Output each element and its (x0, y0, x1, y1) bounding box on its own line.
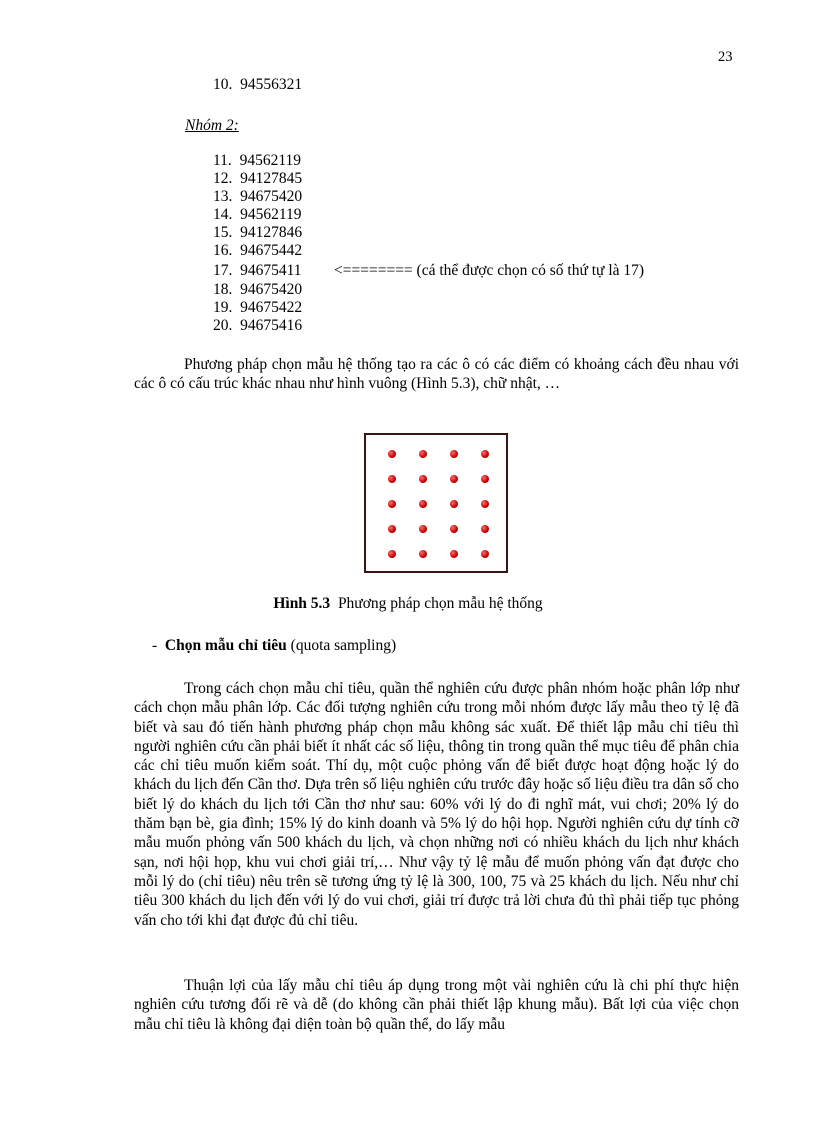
grid-dot (388, 500, 396, 508)
list-item: 10. 94556321 (213, 76, 303, 93)
grid-dot (388, 475, 396, 483)
paragraph-systematic: Phương pháp chọn mẫu hệ thống tạo ra các ô có các điểm có khoảng cách đều nhau với các ô có cấu trúc khác nhau như hình vuông (Hình 5.3), chữ nhật, … (134, 356, 739, 393)
grid-dot (388, 550, 396, 558)
caption-text: Phương pháp chọn mẫu hệ thống (337, 595, 543, 612)
list-item: 14. 94562119 (213, 206, 302, 223)
section-heading (152, 637, 396, 655)
grid-dot (481, 550, 489, 558)
list-item: 16. 94675442 (213, 242, 303, 259)
list-item: 12. 94127845 (213, 170, 303, 187)
list-item: 11. 94562119 (213, 152, 301, 169)
grid-dot (481, 450, 489, 458)
grid-dot (481, 500, 489, 508)
grid-dot (450, 525, 458, 533)
grid-dot (419, 550, 427, 558)
paragraph-quota-1: Trong cách chọn mẫu chỉ tiêu, quần thể nghiên cứu được phân nhóm hoặc phân lớp như cách chọn mẫu phân lớp. Các đối tượng nghiên cứu trong mỗi nhóm được lấy mẫu theo tỷ lệ đã biết và sau đó tiến hành phương pháp chọn mẫu không sác xuất. Để thiết lập mẫu chỉ tiêu thì người nghiên cứu cần phải biết ít nhất các số liệu, thông tin trong quần thể mục tiêu để phân chia các chỉ tiêu muốn kiểm soát. Thí dụ, một cuộc phỏng vấn để biết được hoạt động hoặc lý do khách du lịch đến Cần thơ. Dựa trên số liệu nghiên cứu trước đây hoặc số liệu điều tra dân số cho biết lý do khách du lịch tới Cần thơ như sau: 60% với lý do đi nghĩ mát, vui chơi; 20% lý do thăm bạn bè, gia đình; 15% lý do kinh doanh và 5% lý do hội họp. Người nghiên cứu dự tính cỡ mẫu muốn phỏng vấn 500 khách du lịch, và chọn những nơi có nhiều khách du lịch như khách sạn, nơi hội họp, khu vui chơi giải trí,… Như vậy tỷ lệ mẫu để muốn phỏng vấn đạt được cho mỗi lý do (chỉ tiêu) nêu trên sẽ tương ứng tỷ lệ là 300, 100, 75 và 25 khách du lịch. Nếu như chỉ tiêu 300 khách du lịch đến với lý do vui chơi, giải trí được trả lời chưa đủ thì phải tiếp tục phỏng vấn cho tới khi đạt được đủ chỉ tiêu. (134, 680, 739, 929)
grid-dot (450, 550, 458, 558)
grid-dot (419, 475, 427, 483)
selection-note: <======== (cá thể được chọn có số thứ tự là 17) (334, 262, 645, 279)
grid-dot (481, 525, 489, 533)
grid-dot (450, 450, 458, 458)
section-title: Chọn mẫu chỉ tiêu (164, 637, 287, 654)
grid-dot (419, 500, 427, 508)
grid-dot (481, 475, 489, 483)
list-item-selected: 17. 94675411 (213, 262, 302, 279)
figure-caption (0, 595, 816, 613)
systematic-grid-figure (364, 433, 508, 573)
section-subtitle: (quota sampling) (290, 637, 397, 654)
bullet: - (152, 637, 158, 654)
grid-dot (419, 450, 427, 458)
group-label: Nhóm 2: (185, 117, 239, 134)
list-item: 20. 94675416 (213, 317, 303, 334)
list-item: 18. 94675420 (213, 281, 303, 298)
list-item: 15. 94127846 (213, 224, 303, 241)
grid-dot (450, 500, 458, 508)
list-item: 19. 94675422 (213, 299, 303, 316)
page-number: 23 (718, 49, 733, 65)
list-item: 13. 94675420 (213, 188, 303, 205)
grid-dot (388, 450, 396, 458)
grid-dot (450, 475, 458, 483)
grid-dot (419, 525, 427, 533)
caption-label: Hình 5.3 (273, 595, 331, 612)
grid-dot (388, 525, 396, 533)
paragraph-quota-2: Thuận lợi của lấy mẫu chỉ tiêu áp dụng trong một vài nghiên cứu là chi phí thực hiện nghiên cứu tương đối rẽ và dễ (do không cần phải thiết lập khung mẫu). Bất lợi của việc chọn mẫu chỉ tiêu là không đại diện toàn bộ quần thể, do lấy mẫu (134, 977, 739, 1033)
